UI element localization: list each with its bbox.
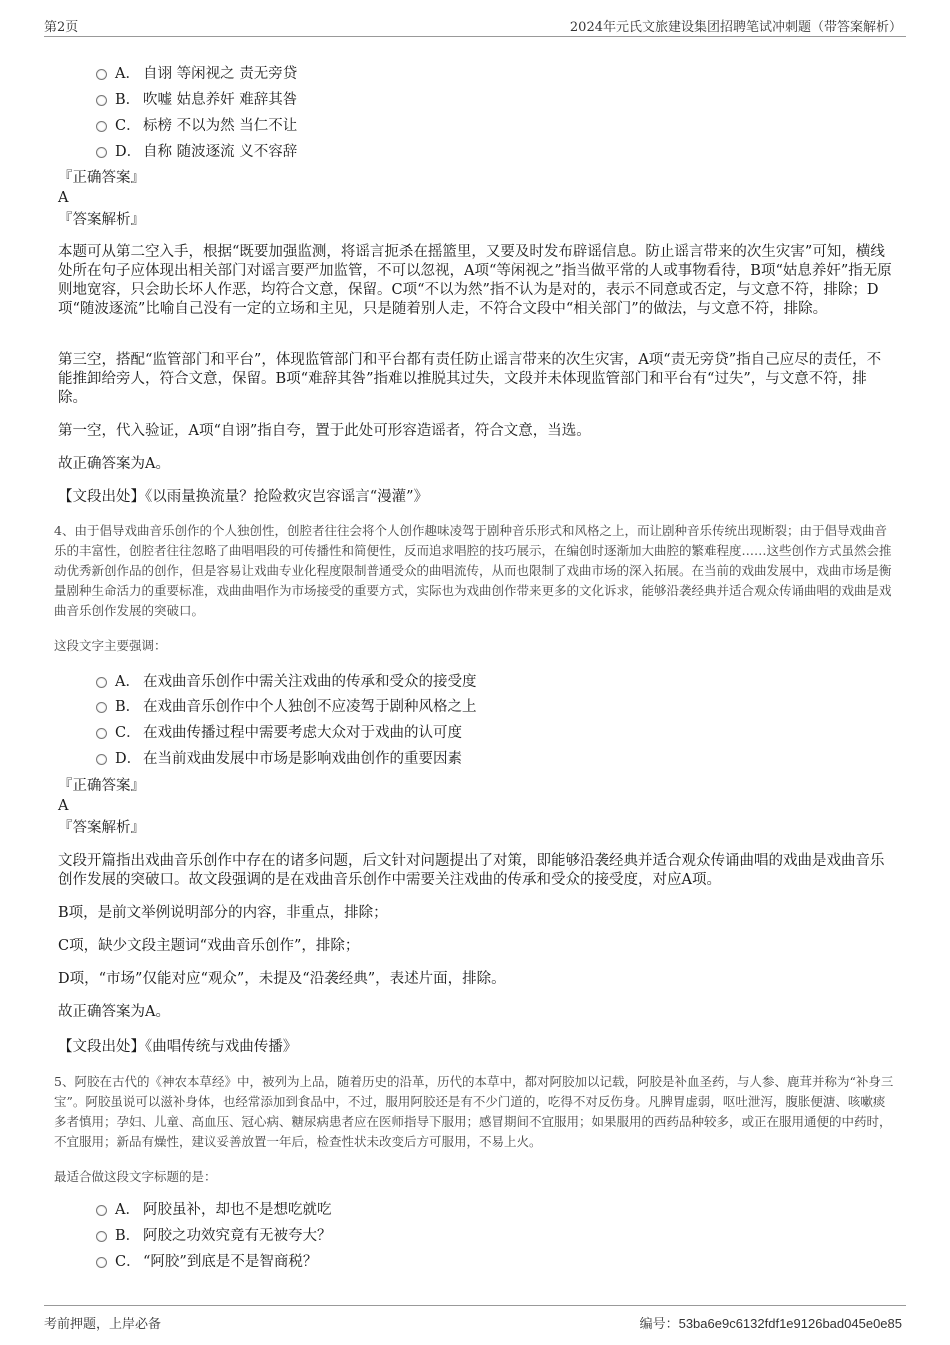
- q5-option-b[interactable]: B． 阿胶之功效究竟有无被夸大？: [96, 1226, 332, 1246]
- q4-analysis-label: 『答案解析』: [58, 820, 145, 836]
- q4-option-d[interactable]: D． 在当前戏曲发展中市场是影响戏曲创作的重要因素: [96, 749, 462, 769]
- q3-option-a[interactable]: A． 自诩 等闲视之 责无旁贷: [96, 64, 297, 84]
- q3-answer-label: 『正确答案』: [58, 170, 145, 186]
- q3-analysis-p4: 故正确答案为A。: [58, 456, 170, 472]
- radio-icon[interactable]: [96, 702, 107, 713]
- radio-icon[interactable]: [96, 1257, 107, 1268]
- q3-analysis-p1: 本题可从第二空入手，根据“既要加强监测，将谣言扼杀在摇篮里，又要及时发布辟谣信息。防止谣言带来的次生灾害”可知，横线处所在句子应体现出相关部门对谣言要严加监管，不可以忽视，A项“等闲视之”指当做平常的人或事物看待，B项“姑息养奸”指无原则地宽容，只会助长坏人作恶，均符合文意，保留。C项“不以为然”指不认为是对的，表示不同意或否定，与文意不符，排除；D项“随波逐流”比喻自己没有一定的立场和主见，只是随着别人走，不符合文段中“相关部门”的做法，与文意不符，排除。: [58, 244, 892, 317]
- code-label: 编号：: [639, 1317, 679, 1332]
- document-code: [640, 1313, 902, 1332]
- radio-icon[interactable]: [96, 1205, 107, 1216]
- page-header: [0, 8, 950, 36]
- q3-analysis-p2: 第三空，搭配“监管部门和平台”，体现监管部门和平台都有责任防止谣言带来的次生灾害，A项“责无旁贷”指自己应尽的责任，不能推卸给旁人，符合文意，保留。B项“难辞其咎”指难以推脱其过失，文段并未体现监管部门和平台有“过失”，与文意不符，排除。: [58, 352, 882, 406]
- q3-option-b[interactable]: B． 吹嘘 姑息养奸 难辞其咎: [96, 90, 297, 110]
- q3-analysis-p3: 第一空，代入验证，A项“自诩”指自夸，置于此处可形容造谣者，符合文意，当选。: [58, 423, 591, 439]
- q4-question: 这段文字主要强调：: [54, 638, 167, 653]
- header-divider: [44, 36, 906, 37]
- q5-question: 最适合做这段文字标题的是：: [54, 1169, 217, 1184]
- radio-icon[interactable]: [96, 677, 107, 688]
- q4-analysis-p4: D项，“市场”仅能对应“观众”，未提及“沿袭经典”，表述片面，排除。: [58, 971, 506, 987]
- radio-icon[interactable]: [96, 728, 107, 739]
- q4-passage: 4、由于倡导戏曲音乐创作的个人独创性，创腔者往往会将个人创作趣味凌驾于剧种音乐形式和风格之上，而让剧种音乐传统出现断裂；由于倡导戏曲音乐的丰富性，创腔者往往忽略了曲唱唱段的可传播性和简便性，反而追求唱腔的技巧展示，在编创时逐渐加大曲腔的繁难程度……这些创作方式虽然会推动优秀新创作品的创作，但是容易让戏曲专业化程度限制普通受众的曲唱流传，从而也限制了戏曲市场的深入拓展。在当前的戏曲发展中，戏曲市场是衡量剧种生命活力的重要标准，戏曲曲唱作为市场接受的重要方式，实际也为戏曲创作带来更多的文化诉求，能够沿袭经典并适合观众传诵曲唱的戏曲是戏曲音乐创作发展的突破口。: [54, 523, 892, 618]
- q4-option-c[interactable]: C． 在戏曲传播过程中需要考虑大众对于戏曲的认可度: [96, 723, 462, 743]
- page-number: 第2页: [44, 20, 79, 35]
- radio-icon[interactable]: [96, 95, 107, 106]
- q4-option-a[interactable]: A． 在戏曲音乐创作中需关注戏曲的传承和受众的接受度: [96, 672, 477, 692]
- q5-passage: 5、阿胶在古代的《神农本草经》中，被列为上品，随着历史的沿革，历代的本草中，都对阿胶加以记载，阿胶是补血圣药，与人参、鹿茸并称为“补身三宝”。阿胶虽说可以滋补身体，也经常添加到食品中，不过，服用阿胶还是有不少门道的，吃得不对反伤身。凡脾胃虚弱，呕吐泄泻，腹胀便溏、咳嗽痰多者慎用；孕妇、儿童、高血压、冠心病、糖尿病患者应在医师指导下服用；感冒期间不宜服用；如果服用的西药品种较多，或正在服用通便的中药时，不宜服用；新品有燥性，建议妥善放置一年后，检查性状未改变后方可服用，不易上火。: [54, 1074, 894, 1149]
- q4-analysis-p3: C项，缺少文段主题词“戏曲音乐创作”，排除；: [58, 938, 360, 954]
- footer-divider: [44, 1305, 906, 1306]
- q4-answer: A: [58, 798, 69, 814]
- q4-analysis-p5: 故正确答案为A。: [58, 1004, 170, 1020]
- radio-icon[interactable]: [96, 147, 107, 158]
- q4-analysis-p1: 文段开篇指出戏曲音乐创作中存在的诸多问题，后文针对问题提出了对策，即能够沿袭经典并适合观众传诵曲唱的戏曲是戏曲音乐创作发展的突破口。故文段强调的是在戏曲音乐创作中需要关注戏曲的传承和受众的接受度，对应A项。: [58, 853, 885, 888]
- q4-source: 【文段出处】《曲唱传统与戏曲传播》: [58, 1039, 298, 1055]
- q3-answer: A: [58, 190, 69, 206]
- q4-answer-label: 『正确答案』: [58, 778, 145, 794]
- code-value: 53ba6e9c6132fdf1e9126bad045e0e85: [678, 1316, 902, 1331]
- q4-analysis-p2: B项，是前文举例说明部分的内容，非重点，排除；: [58, 905, 388, 921]
- radio-icon[interactable]: [96, 121, 107, 132]
- q3-source: 【文段出处】《以雨量换流量？抢险救灾岂容谣言“漫灌”》: [58, 489, 429, 505]
- q3-analysis-label: 『答案解析』: [58, 212, 145, 228]
- footer-slogan: 考前押题，上岸必备: [44, 1317, 162, 1332]
- q3-option-d[interactable]: D． 自称 随波逐流 义不容辞: [96, 142, 297, 162]
- radio-icon[interactable]: [96, 1231, 107, 1242]
- radio-icon[interactable]: [96, 754, 107, 765]
- q3-option-c[interactable]: C． 标榜 不以为然 当仁不让: [96, 116, 297, 136]
- document-title: 2024年元氏文旅建设集团招聘笔试冲刺题（带答案解析）: [569, 20, 902, 35]
- q5-option-c[interactable]: C． “阿胶”到底是不是智商税？: [96, 1252, 317, 1272]
- radio-icon[interactable]: [96, 69, 107, 80]
- page-footer: [0, 1305, 950, 1335]
- q5-option-a[interactable]: A． 阿胶虽补，却也不是想吃就吃: [96, 1200, 332, 1220]
- q4-option-b[interactable]: B． 在戏曲音乐创作中个人独创不应凌驾于剧种风格之上: [96, 697, 477, 717]
